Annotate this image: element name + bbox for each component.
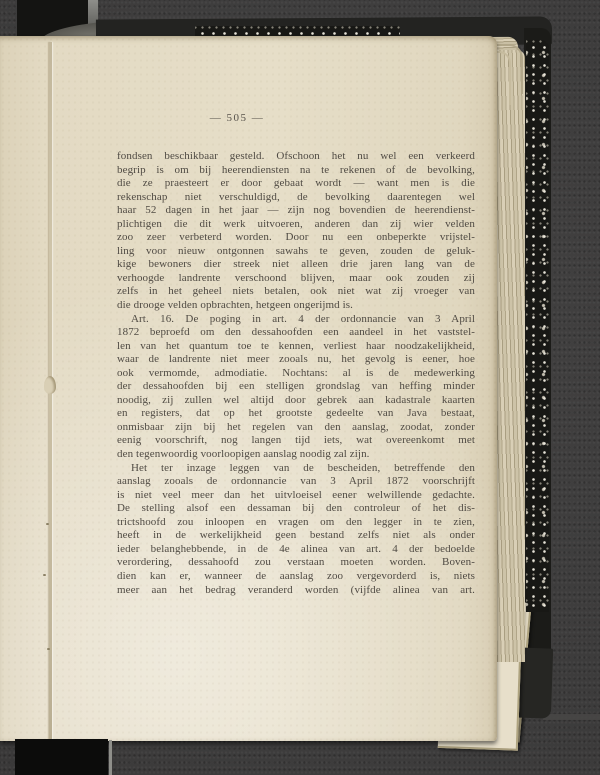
paper-speck: [47, 648, 50, 650]
page-text: [117, 150, 475, 597]
bottom-gap-shadow: [15, 739, 108, 775]
text-line: die ze praesteert er door gebaat wordt — want men is die: [117, 177, 475, 190]
paper-speck: [43, 574, 46, 576]
text-line: den tegenwoordig voorloopigen aanslag noodig zal zijn.: [117, 448, 370, 461]
paragraph: [117, 462, 475, 597]
text-line: heeft in de werkelijkheid geen bestand zelfs niet als onder: [117, 529, 475, 542]
page-stack-right-edges: [494, 50, 525, 662]
text-line: zelfs in het geheel niets betalen, ook niet wat zij vroeger van: [117, 285, 475, 298]
text-line: verordering, dessahoofd zou verstaan moeten worden. Boven-: [117, 556, 475, 569]
text-line: ook vermomde, admodiatie. Nochtans: al is de medewerking: [117, 366, 475, 379]
text-line: kige bewoners dier streek niet alleen drie jaren lang van de: [117, 258, 475, 271]
paper-speck: [46, 523, 49, 525]
text-line: ieder belanghebbende, in de 4e alinea van art. 4 der bedoelde: [117, 542, 475, 555]
marbled-cover-right: [526, 40, 549, 612]
text-line: eenig voorschrift, nog langen tijd iets, wat overeenkomt met: [117, 434, 475, 447]
text-line: 1872 beproefd om den dessahoofden een aandeel in het vaststel-: [117, 326, 475, 339]
text-line: haar 52 dagen in het jaar — zijn nog bovendien de heerendienst-: [117, 204, 475, 217]
text-line: dien kan er, wanneer de aanslag zoo vergevorderd is, niets: [117, 569, 475, 582]
background-seam: [543, 714, 600, 720]
text-line: trictshoofd zou inloopen en vragen om den legger in te zien,: [117, 515, 475, 528]
text-line: fondsen beschikbaar gesteld. Ofschoon het nu wel een verkeerd: [117, 150, 475, 162]
text-line: der dessahoofden bij een stelligen grondslag van heffing minder: [117, 380, 475, 393]
paragraph: [117, 150, 475, 313]
text-line: aanslag zooals de ordonnancie van 3 April 1872 voorschrijft: [117, 475, 475, 488]
book-page: [0, 36, 497, 741]
text-line: is niet veel meer dan het uitvloeisel eener welwillende gedachte.: [117, 488, 475, 501]
text-line: zoo zeer verbeterd worden. Door nu een onbeperkte vrijstel-: [117, 231, 475, 244]
text-line: verhoogde landrente verschoond blijven, maar ook zouden zij: [117, 271, 475, 284]
text-line: ling voor nieuw ontgonnen sawahs te geven, zouden de geluk-: [117, 244, 475, 257]
paper-flaw: [44, 376, 56, 394]
text-line: Het ter inzage leggen van de bescheiden, betreffende den: [131, 461, 475, 474]
text-line: De stelling alsof een dessaman bij den controleur of het dis-: [117, 502, 475, 515]
text-line: noodig, zij zullen wel altijd door gebrek aan kadastrale kaarten: [117, 393, 475, 406]
text-line: die drooge velden opbrachten, hetgeen ongerijmd is.: [117, 299, 354, 312]
text-line: begrip is om bij heerendiensten na te rekenen of de bevolking,: [117, 163, 475, 176]
cradle-edge: [109, 740, 112, 775]
text-line: onmisbaar zijn bij het regelen van den aanslag, zoodat, zonder: [117, 420, 475, 433]
text-line: Art. 16. De poging in art. 4 der ordonnancie van 3 April: [131, 312, 475, 325]
page-number: — 505 —: [209, 112, 265, 124]
text-line: waar de landrente niet meer zooals nu, het gevolg is eener, hoe: [117, 353, 475, 366]
text-line: meer aan het bedrag veranderd worden (vijfde alinea van art.: [117, 583, 475, 596]
text-line: len van het quantum toe te kennen, verliest haar noodzakelijkheid,: [117, 339, 475, 352]
text-line: plichtigen die dit werk uitvoeren, anderen dan zij wier velden: [117, 217, 475, 230]
text-line: en registers, dat op het grootste gedeelte van Java bestaat,: [117, 407, 475, 420]
paragraph: [117, 313, 475, 462]
text-line: rekenschap niet verschuldigd, de bevolking daarentegen wel: [117, 190, 475, 203]
